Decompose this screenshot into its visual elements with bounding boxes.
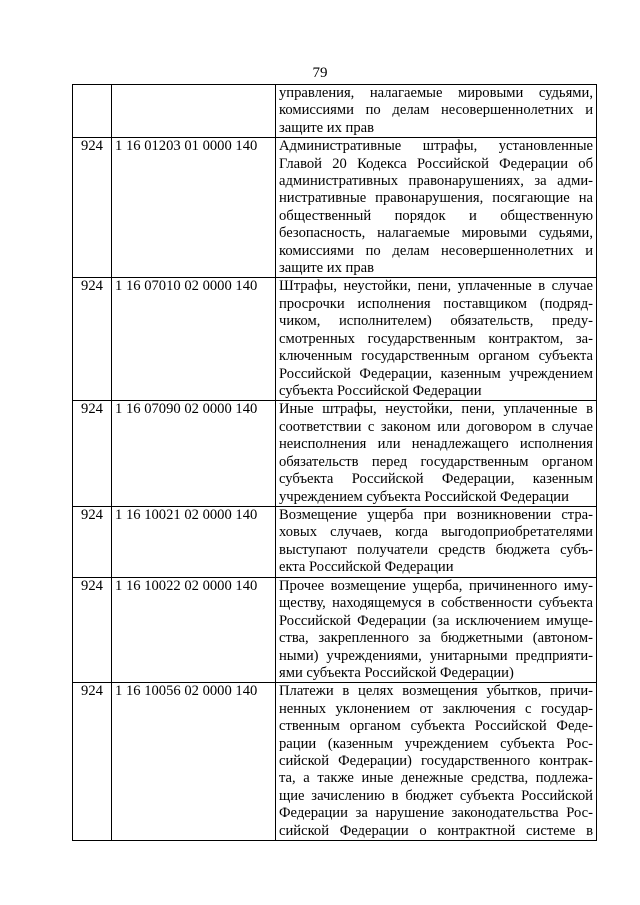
budget-classification-table xyxy=(72,84,597,841)
table-row xyxy=(73,138,597,278)
description-line: Иные штрафы, неустойки, пени, уплаченные в xyxy=(279,401,593,418)
description-line: рации (казенным учреждением субъекта Рос- xyxy=(279,735,593,752)
description-line: Административные штрафы, установленные xyxy=(279,138,593,155)
description-line: ями субъекта Российской Федерации) xyxy=(279,664,514,681)
admin-code-cell: 924 xyxy=(73,401,112,506)
description-line: щие зачислению в бюджет субъекта Российской xyxy=(279,787,593,804)
kbk-code-cell: 1 16 10056 02 0000 140 xyxy=(112,683,276,841)
description-cell xyxy=(276,85,597,138)
description-line: нистративные правонарушения, посягающие на xyxy=(279,190,593,207)
table-row xyxy=(73,506,597,577)
description-line: ственным органом субъекта Российской Феде- xyxy=(279,718,593,735)
description-line: ства, закрепленного за бюджетными (автоном- xyxy=(279,630,593,647)
kbk-code-cell: 1 16 07090 02 0000 140 xyxy=(112,401,276,506)
description-cell xyxy=(276,401,597,506)
description-line: ными) учреждениями, унитарными предприяти- xyxy=(279,647,593,664)
admin-code-cell: 924 xyxy=(73,577,112,682)
description-cell xyxy=(276,683,597,841)
kbk-code-cell: 1 16 01203 01 0000 140 xyxy=(112,138,276,278)
description-line: ненных уклонением от заключения с государ- xyxy=(279,700,593,717)
description-line: ключенным государственным органом субъекта xyxy=(279,348,593,365)
description-cell xyxy=(276,577,597,682)
kbk-code-cell xyxy=(112,85,276,138)
description-line: учреждением субъекта Российской Федерации xyxy=(279,488,569,505)
description-cell xyxy=(276,278,597,401)
description-line: субъекта Российской Федерации, казенным xyxy=(279,471,593,488)
description-line: защите их прав xyxy=(279,119,375,136)
description-line: екта Российской Федерации xyxy=(279,559,454,576)
kbk-code-cell: 1 16 07010 02 0000 140 xyxy=(112,278,276,401)
description-line: Штрафы, неустойки, пени, уплаченные в случае xyxy=(279,278,593,295)
description-line: Главой 20 Кодекса Российской Федерации об xyxy=(279,155,593,172)
description-line: общественный порядок и общественную xyxy=(279,207,593,224)
description-line: Платежи в целях возмещения убытков, причи- xyxy=(279,683,593,700)
description-line: комиссиями по делам несовершеннолетних и xyxy=(279,242,593,259)
table-row xyxy=(73,683,597,841)
admin-code-cell: 924 xyxy=(73,506,112,577)
description-line: административных правонарушениях, за адми- xyxy=(279,173,593,190)
description-line: Российской Федерации (за исключением имуще- xyxy=(279,612,593,629)
description-line: сийской Федерации о контрактной системе в xyxy=(279,822,593,839)
description-line: Российской Федерации, казенным учреждением xyxy=(279,365,593,382)
table-row xyxy=(73,85,597,138)
description-line: Возмещение ущерба при возникновении стра- xyxy=(279,506,593,523)
description-line: субъекта Российской Федерации xyxy=(279,382,482,399)
description-line: обязательств перед государственным органом xyxy=(279,453,593,470)
description-line: безопасность, налагаемые мировыми судьями, xyxy=(279,225,593,242)
table-row xyxy=(73,401,597,506)
table-row xyxy=(73,278,597,401)
admin-code-cell: 924 xyxy=(73,278,112,401)
description-line: управления, налагаемые мировыми судьями, xyxy=(279,85,593,101)
description-line: просрочки исполнения поставщиком (подряд- xyxy=(279,295,593,312)
admin-code-cell: 924 xyxy=(73,138,112,278)
description-line: чиком, исполнителем) обязательств, преду- xyxy=(279,313,593,330)
description-line: Федерации за нарушение законодательства Рос- xyxy=(279,805,593,822)
description-line: соответствии с законом или договором в случае xyxy=(279,418,593,435)
description-line: ществу, находящемуся в собственности субъекта xyxy=(279,595,593,612)
admin-code-cell: 924 xyxy=(73,683,112,841)
description-cell xyxy=(276,138,597,278)
kbk-code-cell: 1 16 10022 02 0000 140 xyxy=(112,577,276,682)
description-line: защите их прав xyxy=(279,260,375,277)
description-cell xyxy=(276,506,597,577)
description-line: комиссиями по делам несовершеннолетних и xyxy=(279,102,593,119)
admin-code-cell xyxy=(73,85,112,138)
description-line: неисполнения или ненадлежащего исполнения xyxy=(279,436,593,453)
kbk-code-cell: 1 16 10021 02 0000 140 xyxy=(112,506,276,577)
description-line: ховых случаев, когда выгодоприобретателями xyxy=(279,524,593,541)
description-line: выступают получатели средств бюджета субъ- xyxy=(279,541,593,558)
description-line: Прочее возмещение ущерба, причиненного иму- xyxy=(279,577,593,594)
page-number: 79 xyxy=(312,65,328,81)
description-line: сийской Федерации) государственного контрак- xyxy=(279,752,593,769)
description-line: та, а также иные денежные средства, подлежа- xyxy=(279,770,593,787)
table-row xyxy=(73,577,597,682)
description-line: смотренных государственным контрактом, за- xyxy=(279,330,593,347)
